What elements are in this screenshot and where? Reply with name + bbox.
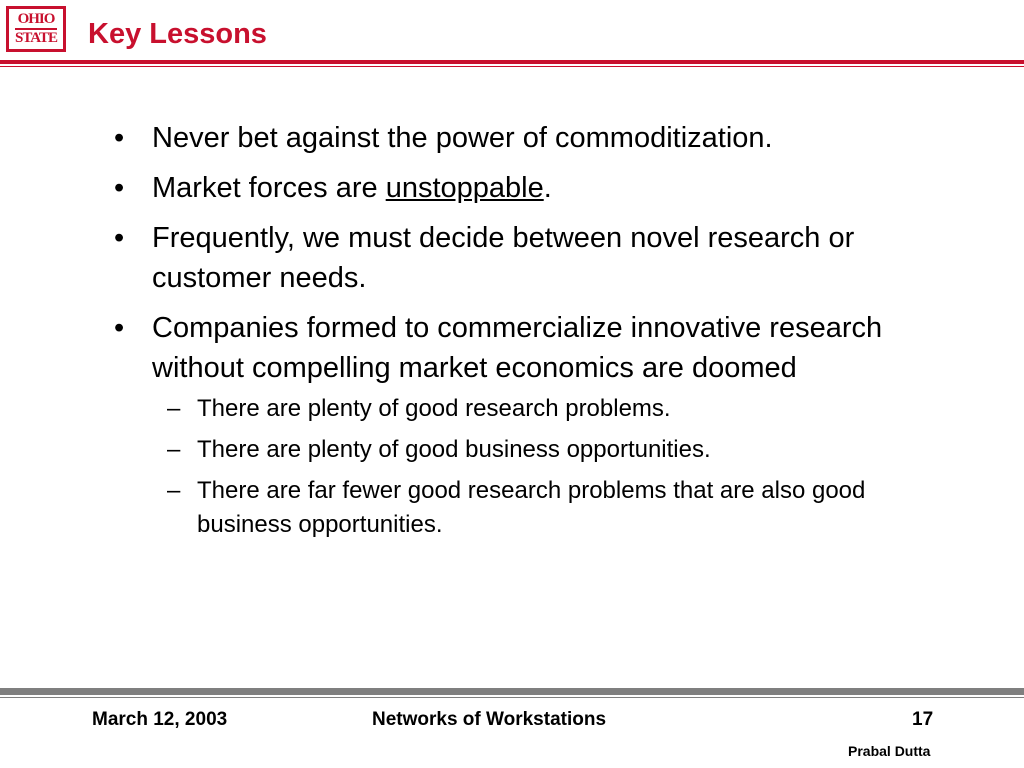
logo-text-line2: STATE (15, 30, 57, 46)
bullet-text-emphasis: unstoppable (385, 172, 544, 204)
bullet-marker: • (114, 172, 125, 204)
sub-bullet-text: There are plenty of good research problems. (197, 395, 671, 422)
dash-marker: – (167, 436, 181, 463)
bullet-marker: • (114, 312, 125, 344)
bullet-item (112, 218, 902, 298)
sub-bullet-text: There are far fewer good research problems that are also good business opportunities. (197, 477, 866, 538)
footer-course-title: Networks of Workstations (372, 709, 607, 730)
bullet-text: Companies formed to commercialize innovative research without compelling market economics are doomed (152, 312, 883, 384)
bullet-text-prefix: Market forces are (152, 172, 386, 204)
slide-title: Key Lessons (88, 18, 267, 50)
title-divider-thin (0, 66, 1024, 67)
bullet-marker: • (114, 222, 125, 254)
footer-author: Prabal Dutta (848, 743, 931, 759)
ohio-state-logo (6, 6, 66, 52)
page-number: 17 (912, 709, 934, 730)
title-divider (0, 60, 1024, 64)
dash-marker: – (167, 477, 181, 504)
footer-divider (0, 688, 1024, 695)
sub-bullet-text: There are plenty of good business opportunities. (197, 436, 711, 463)
bullet-item (112, 118, 902, 158)
bullet-item (112, 308, 902, 388)
bullet-list (112, 118, 902, 549)
bullet-text-suffix: . (543, 172, 552, 204)
sub-bullet-item (112, 433, 902, 467)
footer-date: March 12, 2003 (92, 709, 228, 730)
footer-divider-thin (0, 697, 1024, 698)
bullet-text: Never bet against the power of commoditization. (152, 122, 773, 154)
sub-bullet-item (112, 392, 902, 426)
bullet-marker: • (114, 122, 125, 154)
sub-bullet-item (112, 474, 902, 542)
bullet-item (112, 168, 902, 208)
bullet-text: Frequently, we must decide between novel research or customer needs. (152, 222, 855, 294)
logo-text-line1: OHIO (17, 11, 55, 27)
dash-marker: – (167, 395, 181, 422)
